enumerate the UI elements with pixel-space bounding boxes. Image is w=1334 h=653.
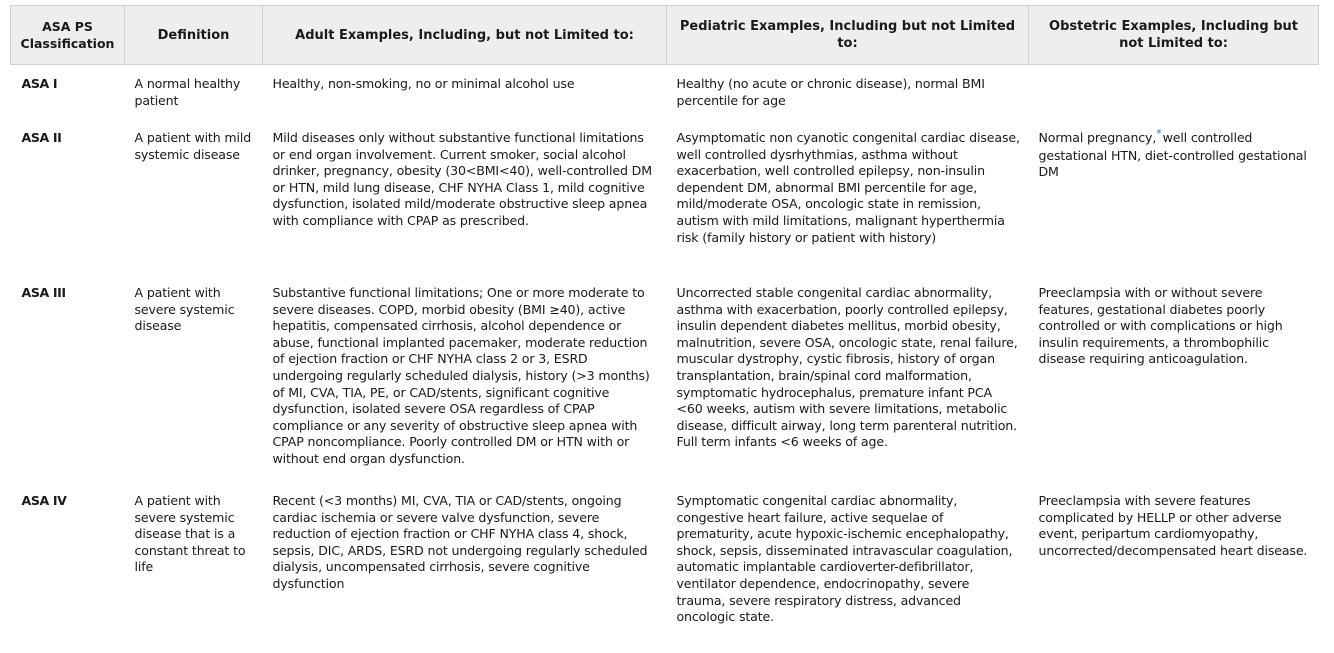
classification-cell: ASA II (21, 130, 62, 145)
classification-cell: ASA III (21, 285, 66, 300)
table-row (11, 65, 1319, 117)
table-row (11, 270, 1319, 475)
header-adult-examples: Adult Examples, Including, but not Limited to: (263, 6, 667, 65)
obstetric-text: well controlled gestational HTN, diet-controlled gestational DM (1038, 130, 1307, 180)
header-obstetric-examples: Obstetric Examples, Including but not Limited to: (1029, 6, 1319, 65)
pediatric-examples-cell: Asymptomatic non cyanotic congenital cardiac disease, well controlled dysrhythmias, asthma without exacerbation, well controlled epilepsy, non-insulin dependent DM, abnormal BMI percentile for age, mild/moderate OSA, oncologic state in remission, autism with mild limitations, malignant hyperthermia risk (family history or patient with history) (676, 130, 1020, 245)
table-row (11, 475, 1319, 626)
header-classification: ASA PS Classification (11, 6, 125, 65)
obstetric-examples-cell: Preeclampsia with or without severe features, gestational diabetes poorly controlled or with complications or high insulin requirements, a thrombophilic disease requiring anticoagulation. (1038, 285, 1283, 367)
pediatric-examples-cell: Healthy (no acute or chronic disease), normal BMI percentile for age (676, 76, 985, 108)
adult-examples-cell: Healthy, non-smoking, no or minimal alcohol use (272, 76, 575, 91)
obstetric-examples-cell (1029, 116, 1319, 270)
table-row (11, 116, 1319, 270)
header-definition: Definition (125, 6, 263, 65)
adult-examples-cell: Recent (<3 months) MI, CVA, TIA or CAD/stents, ongoing cardiac ischemia or severe valve dysfunction, severe reduction of ejection fraction or CHF NYHA class 4, shock, sepsis, DIC, ARDS, ESRD not undergoing regularly scheduled dialysis, uncompensated cirrhosis, severe cognitive dysfunction (272, 493, 648, 591)
asa-classification-table (10, 5, 1319, 626)
obstetric-examples-cell (1029, 65, 1319, 117)
footnote-asterisk-link[interactable]: * (1156, 127, 1162, 140)
adult-examples-cell: Substantive functional limitations; One or more moderate to severe diseases. COPD, morbid obesity (BMI ≥40), active hepatitis, compensated cirrhosis, alcohol dependence or abuse, functional implanted pacemaker, moderate reduction of ejection fraction or CHF NYHA class 2 or 3, ESRD undergoing regularly scheduled dialysis, history (>3 months) of MI, CVA, TIA, PE, or CAD/stents, significant cognitive dysfunction, isolated severe OSA regardless of CPAP compliance or any severity of obstructive sleep apnea with CPAP noncompliance. Poorly controlled DM or HTN with or without end organ dysfunction. (272, 285, 650, 466)
table-body (11, 65, 1319, 626)
obstetric-examples-cell: Preeclampsia with severe features complicated by HELLP or other adverse event, peripartum cardiomyopathy, uncorrected/decompensated heart disease. (1038, 493, 1308, 558)
definition-cell: A patient with mild systemic disease (134, 130, 252, 162)
header-pediatric-examples: Pediatric Examples, Including but not Limited to: (667, 6, 1029, 65)
classification-cell: ASA IV (21, 493, 67, 508)
pediatric-examples-cell: Uncorrected stable congenital cardiac abnormality, asthma with exacerbation, poorly controlled epilepsy, insulin dependent diabetes mellitus, morbid obesity, malnutrition, severe OSA, oncologic state, renal failure, muscular dystrophy, cystic fibrosis, history of organ transplantation, brain/spinal cord malformation, symptomatic hydrocephalus, premature infant PCA <60 weeks, autism with severe limitations, metabolic disease, difficult airway, long term parenteral nutrition. Full term infants <6 weeks of age. (676, 285, 1018, 450)
obstetric-prefix: Normal pregnancy, (1038, 130, 1157, 145)
header-row (11, 6, 1319, 65)
table-header (11, 6, 1319, 65)
definition-cell: A patient with severe systemic disease (134, 285, 235, 334)
definition-cell: A patient with severe systemic disease that is a constant threat to life (134, 493, 246, 575)
adult-examples-cell: Mild diseases only without substantive functional limitations or end organ involvement. Current smoker, social alcohol drinker, pregnancy, obesity (30<BMI<40), well-controlled DM or HTN, mild lung disease, CHF NYHA Class 1, mild cognitive dysfunction, isolated mild/moderate obstructive sleep apnea with compliance with CPAP as prescribed. (272, 130, 652, 228)
classification-cell: ASA I (21, 76, 58, 91)
definition-cell: A normal healthy patient (134, 76, 241, 108)
pediatric-examples-cell: Symptomatic congenital cardiac abnormality, congestive heart failure, active sequelae of prematurity, acute hypoxic-ischemic encephalopathy, shock, sepsis, disseminated intravascular coagulation, automatic implantable cardioverter-defibrillator, ventilator dependence, endocrinopathy, severe trauma, severe respiratory distress, advanced oncologic state. (676, 493, 1013, 625)
